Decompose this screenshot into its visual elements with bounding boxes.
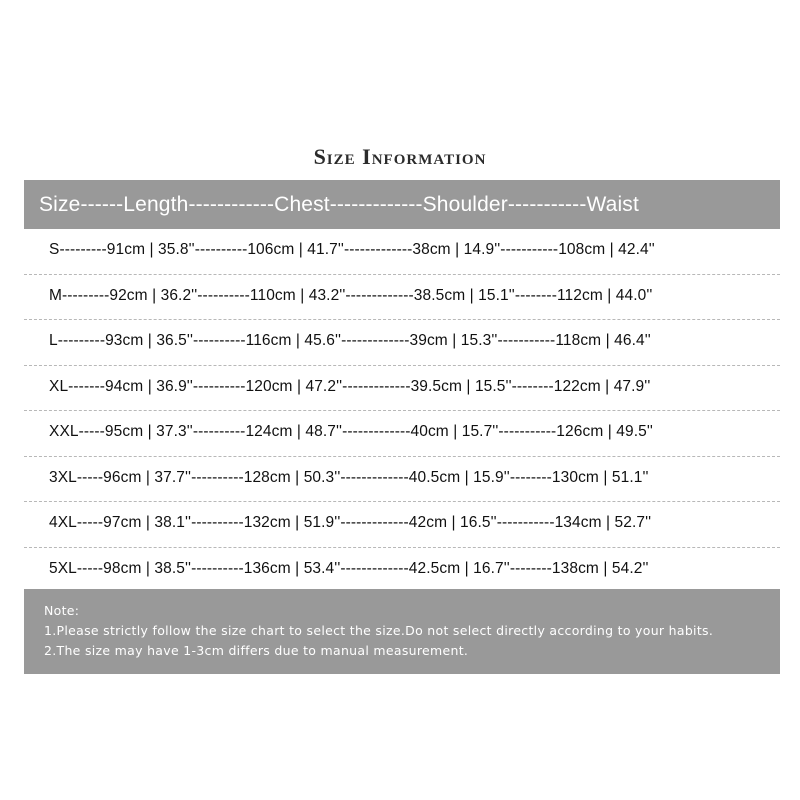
size-row-s bbox=[24, 229, 780, 275]
size-chart-header-text: Size------Length------------Chest-------------Shoulder-----------Waist bbox=[39, 193, 639, 216]
page-title: Size Information bbox=[313, 144, 487, 169]
size-row-text: 4XL-----97cm | 38.1''----------132cm | 51.9''-------------42cm | 16.5''-----------134cm | 52.7'' bbox=[49, 514, 652, 531]
size-row-text: 5XL-----98cm | 38.5''----------136cm | 53.4''-------------42.5cm | 16.7''--------138cm | 54.2'' bbox=[49, 559, 649, 577]
size-row-5xl bbox=[24, 548, 780, 594]
size-row-xl bbox=[24, 366, 780, 412]
size-row-3xl bbox=[24, 457, 780, 503]
note-heading: Note: bbox=[44, 603, 80, 618]
note-line-2: 2.The size may have 1-3cm differs due to manual measurement. bbox=[44, 643, 469, 658]
size-chart-header bbox=[24, 180, 780, 229]
size-row-text: XL-------94cm | 36.9''----------120cm | 47.2''-------------39.5cm | 15.5''--------122cm | 47.9'' bbox=[49, 377, 651, 395]
size-row-text: L---------93cm | 36.5''----------116cm | 45.6''-------------39cm | 15.3''-----------118cm | 46.4'' bbox=[49, 332, 651, 349]
size-row-m bbox=[24, 275, 780, 321]
size-chart-table bbox=[24, 229, 780, 593]
size-row-text: S---------91cm | 35.8''----------106cm | 41.7''-------------38cm | 14.9''-----------108cm | 42.4'' bbox=[49, 241, 655, 258]
size-row-text: XXL-----95cm | 37.3''----------124cm | 48.7''-------------40cm | 15.7''-----------126cm | 49.5'' bbox=[49, 423, 653, 440]
note-line-1: 1.Please strictly follow the size chart to select the size.Do not select directly according to your habits. bbox=[44, 623, 714, 638]
size-row-text: 3XL-----96cm | 37.7''----------128cm | 50.3''-------------40.5cm | 15.9''--------130cm | 51.1'' bbox=[49, 468, 649, 486]
size-row-4xl bbox=[24, 502, 780, 548]
size-row-text: M---------92cm | 36.2''----------110cm | 43.2''-------------38.5cm | 15.1''--------112cm | 44.0'' bbox=[49, 286, 653, 304]
size-row-xxl bbox=[24, 411, 780, 457]
size-row-l bbox=[24, 320, 780, 366]
note-box bbox=[24, 589, 780, 674]
